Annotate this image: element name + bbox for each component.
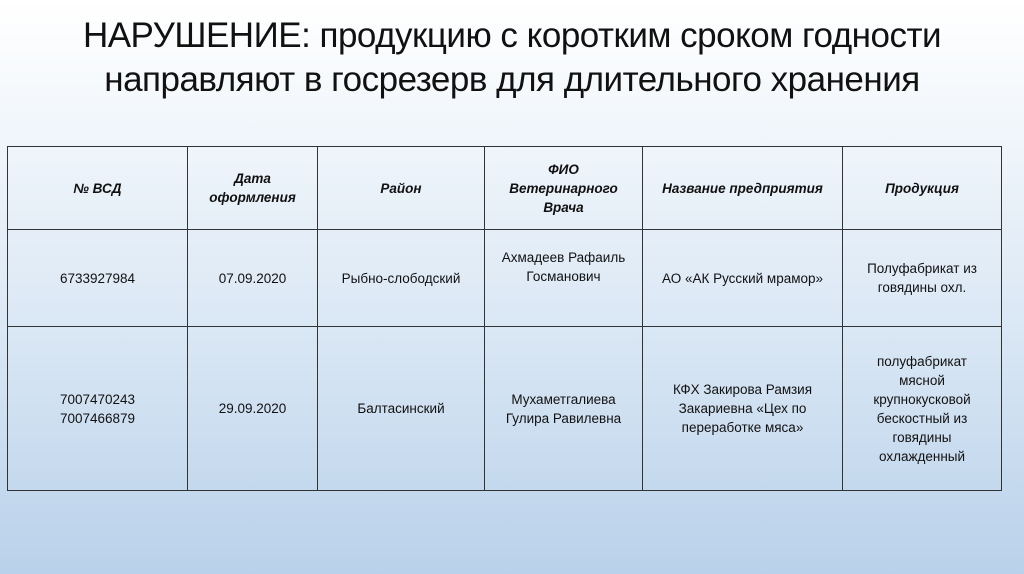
cell-date: 07.09.2020 [188, 230, 318, 327]
cell-product: полуфабрикат мясной крупнокусковой бескостный из говядины охлажденный [843, 327, 1002, 491]
cell-district: Балтасинский [318, 327, 485, 491]
header-district: Район [318, 147, 485, 230]
slide-title [20, 14, 1004, 102]
title-line-1: НАРУШЕНИЕ: продукцию с коротким сроком годности [82, 16, 942, 55]
cell-product: Полуфабрикат из говядины охл. [843, 230, 1002, 327]
cell-date: 29.09.2020 [188, 327, 318, 491]
vsd-table [7, 146, 1002, 491]
header-date: Дата оформления [188, 147, 318, 230]
cell-vsd: 6733927984 [8, 230, 188, 327]
vsd-table-container [7, 146, 1001, 491]
cell-company: КФХ Закирова Рамзия Закариевна «Цех по переработке мяса» [643, 327, 843, 491]
table-header-row [8, 147, 1002, 230]
header-company: Название предприятия [643, 147, 843, 230]
table-row [8, 230, 1002, 327]
table-row [8, 327, 1002, 491]
header-vsd: № ВСД [8, 147, 188, 230]
cell-vsd: 7007470243 7007466879 [8, 327, 188, 491]
cell-district: Рыбно-слободский [318, 230, 485, 327]
cell-vet: Мухаметгалиева Гулира Равилевна [485, 327, 643, 491]
header-product: Продукция [843, 147, 1002, 230]
title-line-2: направляют в госрезерв для длительного хранения [104, 60, 920, 99]
cell-vet: Ахмадеев Рафаиль Госманович [485, 230, 643, 327]
cell-company: АО «АК Русский мрамор» [643, 230, 843, 327]
header-vet: ФИО Ветеринарного Врача [485, 147, 643, 230]
